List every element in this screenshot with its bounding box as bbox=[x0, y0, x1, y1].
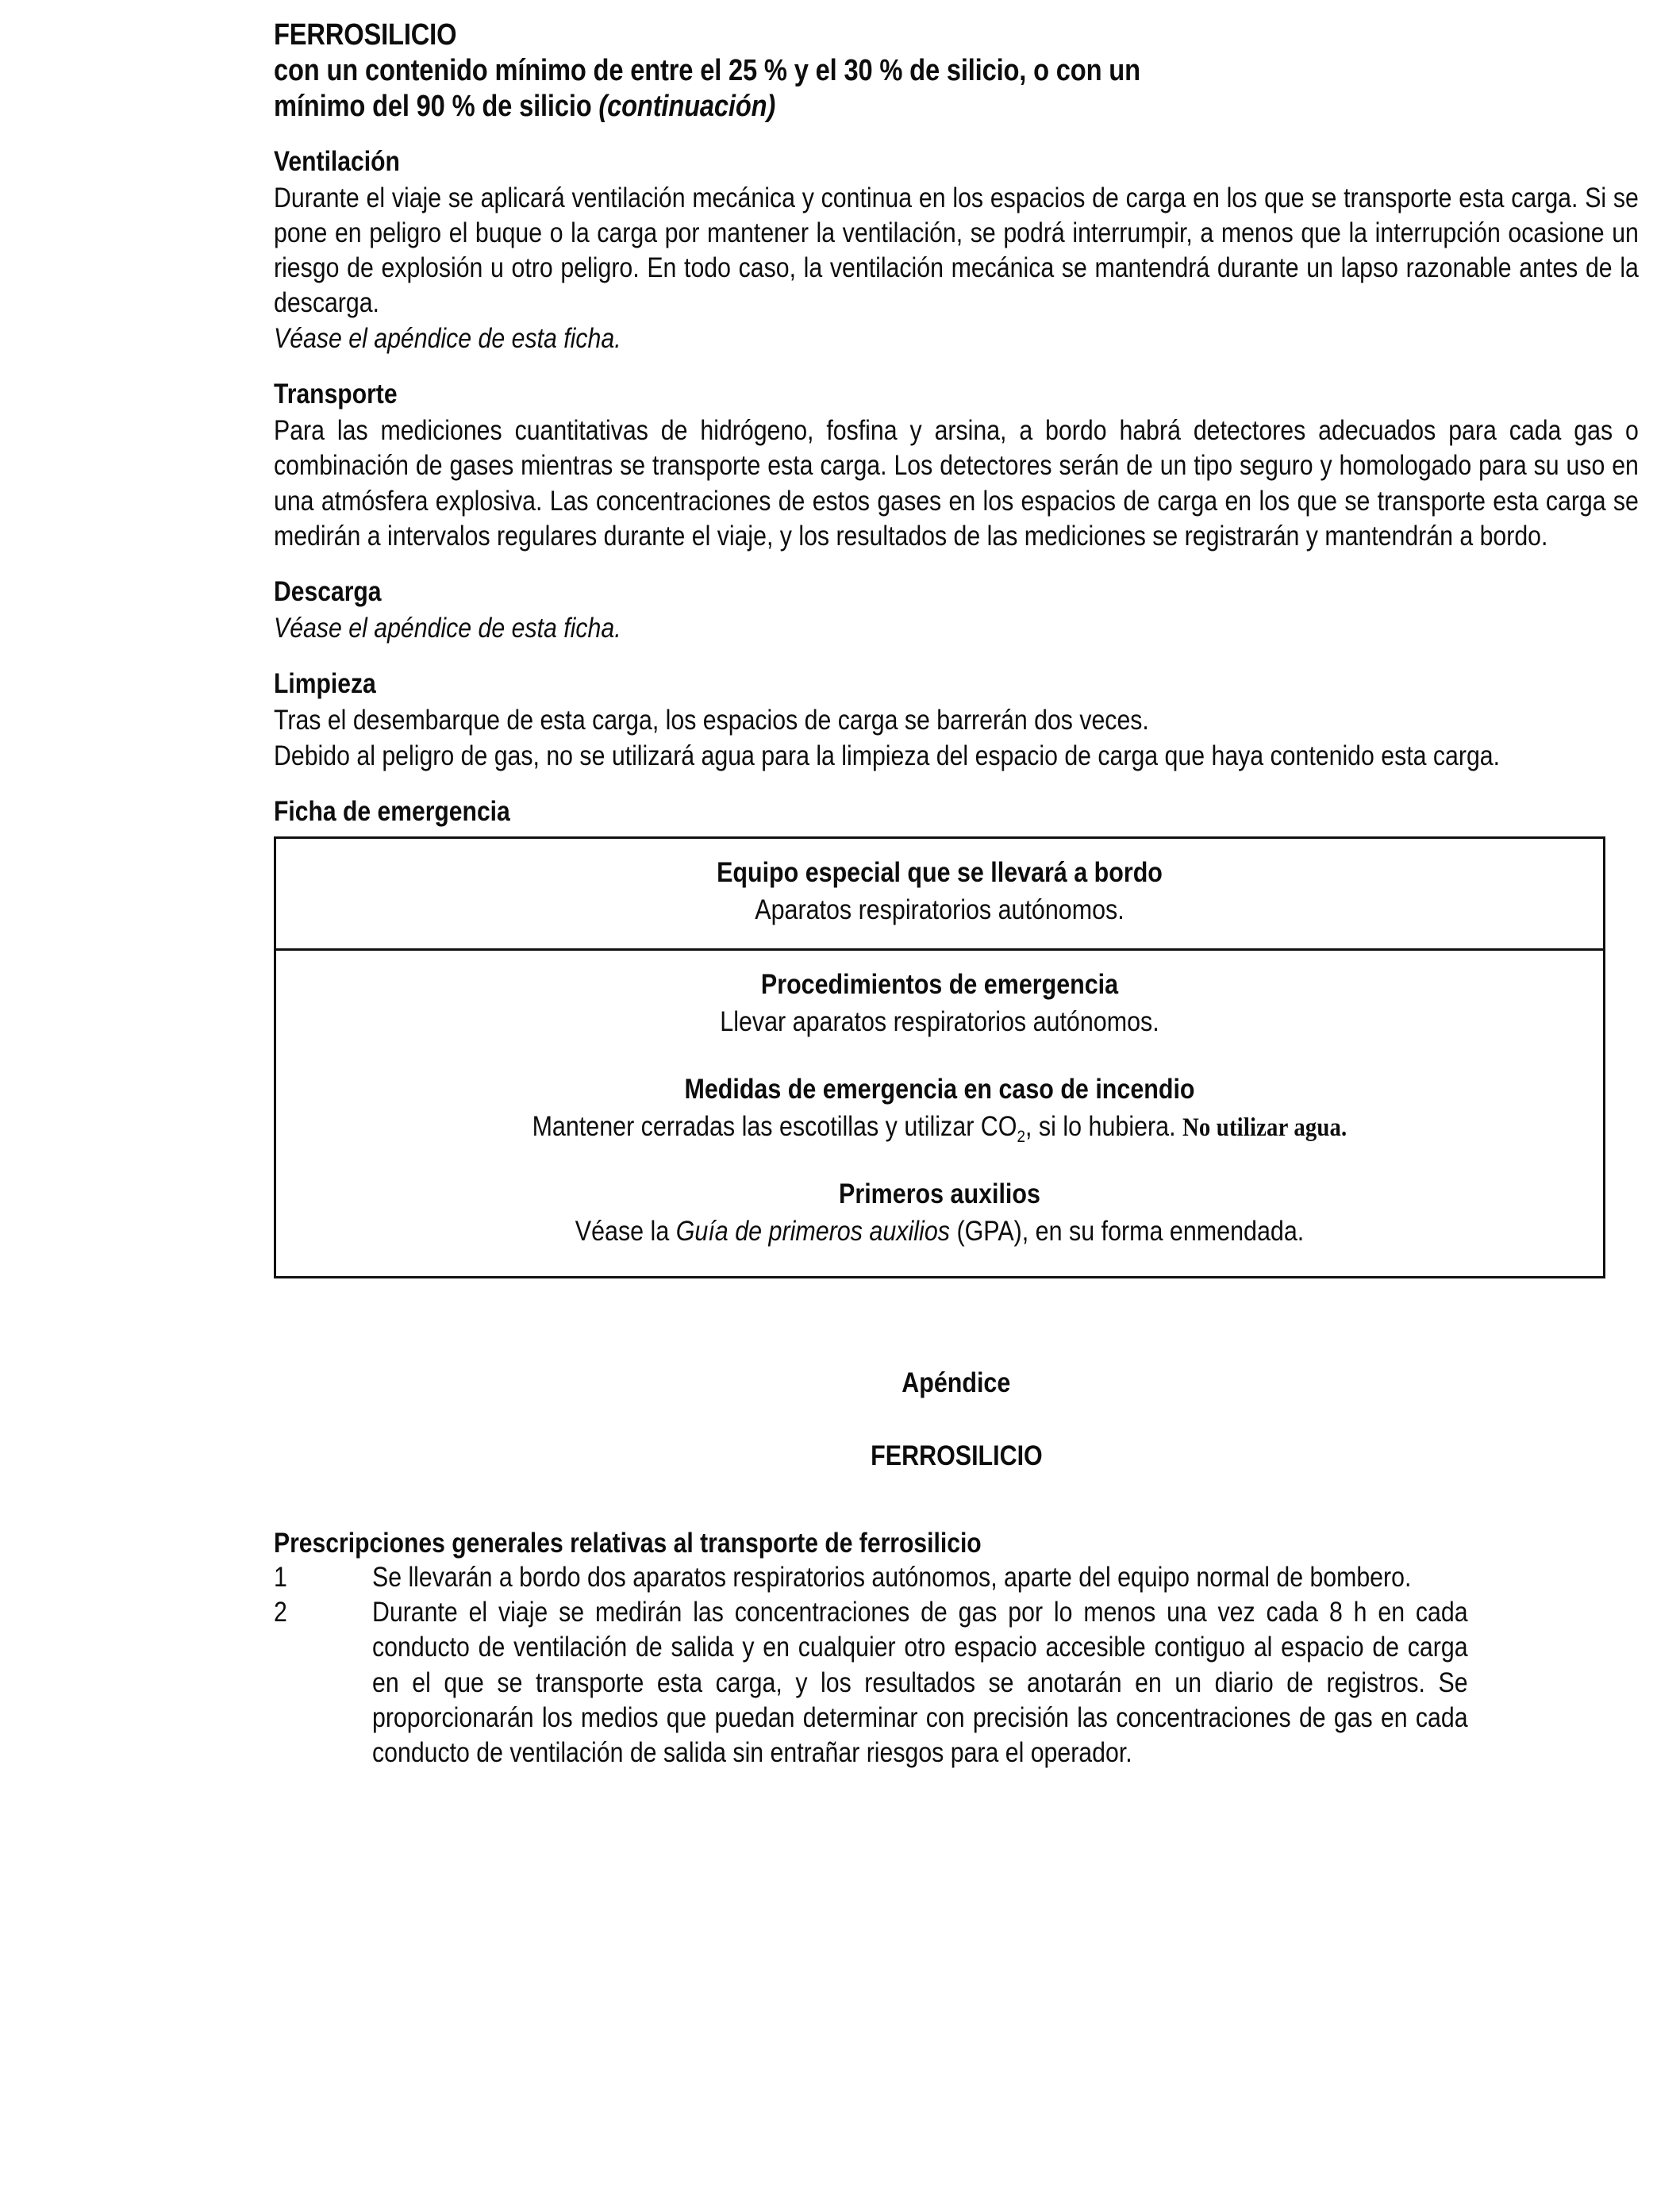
section-note-descarga: Véase el apéndice de esta ficha. bbox=[274, 613, 621, 644]
emergency-fire-title: Medidas de emergencia en caso de incendio bbox=[684, 1073, 1195, 1105]
page-title bbox=[274, 17, 1639, 125]
title-line-3 bbox=[274, 89, 1639, 125]
card-spacer-2 bbox=[300, 1148, 1579, 1173]
emergency-card-block bbox=[274, 795, 1639, 1278]
title-line-1: FERROSILICIO bbox=[274, 18, 457, 52]
appendix-heading: Prescripciones generales relativas al transporte de ferrosilicio bbox=[274, 1527, 982, 1559]
title-continuation: (continuación) bbox=[598, 90, 776, 124]
fire-text-middle: , si lo hubiera. bbox=[1025, 1111, 1183, 1143]
appendix-spacer bbox=[274, 1278, 1639, 1367]
section-transporte bbox=[274, 380, 1639, 554]
section-heading-transporte: Transporte bbox=[274, 378, 398, 409]
section-paragraph-limpieza-2: Debido al peligro de gas, no se utilizará agua para la limpieza del espacio de carga que haya contenido esta carga. bbox=[274, 740, 1501, 771]
title-line-2: con un contenido mínimo de entre el 25 % y el 30 % de silicio, o con un bbox=[274, 54, 1140, 88]
appendix-label-text: Apéndice bbox=[902, 1367, 1011, 1398]
first-aid-guide-title: Guía de primeros auxilios bbox=[675, 1216, 950, 1248]
fire-text-before: Mantener cerradas las escotillas y utilizar CO bbox=[532, 1111, 1017, 1143]
appendix-item-2 bbox=[274, 1595, 1639, 1770]
card-spacer-1 bbox=[300, 1043, 1579, 1068]
no-water-warning: No utilizar agua. bbox=[1182, 1113, 1347, 1143]
section-paragraph-transporte: Para las mediciones cuantitativas de hidrógeno, fosfina y arsina, a bordo habrá detectores adecuados para cada gas o combinación de gases mientras se transporte esta carga. Los detectores serán de un tipo seguro y homologado para su uso en una atmósfera explosiva. Las concentraciones de estos gases en los espacios de carga en los que se transporte esta carga se medirán a intervalos regulares durante el viaje, y los resultados de las mediciones se registrarán y mantendrán a bordo. bbox=[274, 414, 1639, 552]
appendix-subject bbox=[274, 1440, 1639, 1472]
section-note-ventilacion: Véase el apéndice de esta ficha. bbox=[274, 322, 621, 354]
appendix-item-1-text: Se llevarán a bordo dos aparatos respiratorios autónomos, aparte del equipo normal de bombero. bbox=[372, 1561, 1412, 1593]
section-paragraph-ventilacion: Durante el viaje se aplicará ventilación mecánica y continua en los espacios de carga en los que se transporte esta carga. Si se pone en peligro el buque o la carga por mantener la ventilación, se podrá interrumpir, a menos que la interrupción ocasione un riesgo de explosión u otro peligro. En todo caso, la ventilación mecánica se mantendrá durante un lapso razonable antes de la descarga. bbox=[274, 182, 1639, 319]
emergency-card-row-equipment-text: Aparatos respiratorios autónomos. bbox=[755, 894, 1124, 926]
appendix-label bbox=[274, 1367, 1639, 1399]
appendix-item-2-number: 2 bbox=[274, 1597, 287, 1628]
emergency-card-row-procedures bbox=[276, 948, 1603, 1276]
first-aid-after: (GPA), en su forma enmendada. bbox=[949, 1216, 1305, 1248]
section-heading-descarga: Descarga bbox=[274, 576, 382, 608]
appendix-subject-text: FERROSILICIO bbox=[870, 1440, 1043, 1471]
emergency-card-row-equipment bbox=[276, 839, 1603, 948]
co2-subscript: 2 bbox=[1017, 1126, 1025, 1147]
emergency-procedures-title: Procedimientos de emergencia bbox=[760, 968, 1119, 1000]
section-heading-limpieza: Limpieza bbox=[274, 668, 376, 700]
section-limpieza bbox=[274, 670, 1639, 774]
section-heading-ventilacion: Ventilación bbox=[274, 145, 400, 177]
section-paragraph-limpieza-1: Tras el desembarque de esta carga, los espacios de carga se barrerán dos veces. bbox=[274, 705, 1149, 736]
emergency-card-heading: Ficha de emergencia bbox=[274, 795, 510, 827]
emergency-procedures-text: Llevar aparatos respiratorios autónomos. bbox=[720, 1006, 1159, 1038]
emergency-fire-text bbox=[383, 1110, 1496, 1147]
appendix-item-1-number: 1 bbox=[274, 1561, 287, 1593]
section-descarga bbox=[274, 578, 1639, 646]
appendix-item-1 bbox=[274, 1560, 1639, 1595]
emergency-card-row-equipment-title: Equipo especial que se llevará a bordo bbox=[717, 856, 1163, 888]
first-aid-before: Véase la bbox=[575, 1216, 676, 1248]
title-line-3-text: mínimo del 90 % de silicio bbox=[274, 90, 592, 124]
appendix-item-2-text: Durante el viaje se medirán las concentraciones de gas por lo menos una vez cada 8 h en cada conducto de ventilación de salida y en cualquier otro espacio accesible contiguo al espacio de carga en el que se transporte esta carga, y los resultados se anotarán en un diario de registros. Se proporcionarán los medios que puedan determinar con precisión las concentraciones de gas en cada conducto de ventilación de salida sin entrañar riesgos para el operador. bbox=[372, 1597, 1468, 1769]
section-ventilacion bbox=[274, 145, 1639, 356]
emergency-card-box bbox=[274, 836, 1605, 1278]
first-aid-text bbox=[383, 1215, 1496, 1249]
first-aid-title: Primeros auxilios bbox=[839, 1178, 1040, 1209]
